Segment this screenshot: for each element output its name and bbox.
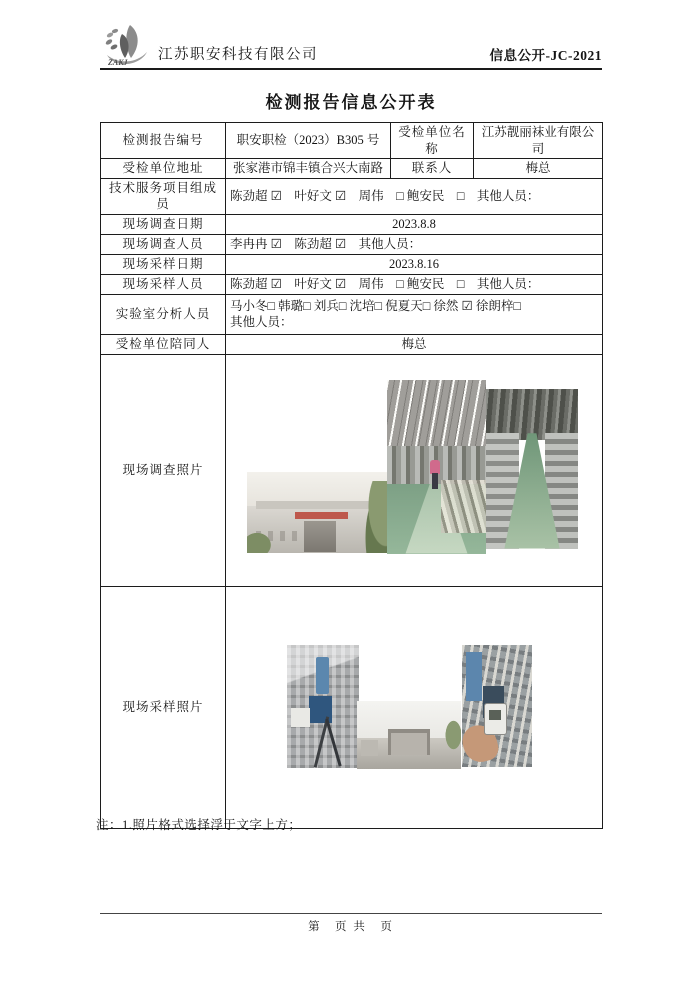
- page-header: [100, 24, 602, 70]
- sample-photos-cell: [226, 586, 603, 828]
- table-row: [101, 234, 603, 254]
- contact-value: 梅总: [474, 159, 603, 179]
- bush: [247, 531, 273, 552]
- factory-entrance-photo: [247, 472, 393, 553]
- factory-gate-photo: [357, 701, 461, 769]
- table-row: [101, 294, 603, 334]
- lab-staff-label: 实验室分析人员: [101, 294, 226, 334]
- worker-legs: [432, 473, 438, 489]
- company-name: 江苏职安科技有限公司: [158, 47, 318, 63]
- worker-pink-shirt: [430, 460, 440, 474]
- table-row: [101, 586, 603, 828]
- survey-photos-label: 现场调查照片: [101, 354, 226, 586]
- footnote: 注：1.照片格式选择浮于文字上方；: [96, 818, 302, 832]
- meter-screen: [489, 710, 502, 720]
- lab-staff-value: [226, 294, 603, 334]
- doc-code: 信息公开-JC-2021: [489, 48, 602, 63]
- report-no-value: 职安职检（2023）B305 号: [226, 123, 391, 159]
- team-value: 陈劲超 ☑ 叶好文 ☑ 周伟 □ 鲍安民 □ 其他人员：: [226, 179, 603, 215]
- sample-date-label: 现场采样日期: [101, 254, 226, 274]
- address-label: 受检单位地址: [101, 159, 226, 179]
- logo-text: ZAKJ: [108, 58, 128, 67]
- table-row: [101, 274, 603, 294]
- workshop-aisle-photo: [486, 389, 578, 549]
- lab-staff-line1: 马小冬□ 韩璐□ 刘兵□ 沈培□ 倪夏天□ 徐然 ☑ 徐朗梓□: [230, 298, 521, 313]
- sample-staff-label: 现场采样人员: [101, 274, 226, 294]
- handheld-meter-photo: [462, 645, 532, 767]
- survey-date-value: 2023.8.8: [226, 214, 603, 234]
- address-value: 张家港市锦丰镇合兴大南路: [226, 159, 391, 179]
- table-row: [101, 123, 603, 159]
- table-row: [101, 179, 603, 215]
- sample-photos-label: 现场采样照片: [101, 586, 226, 828]
- red-sign: [295, 512, 348, 519]
- tree: [444, 718, 461, 752]
- blue-machine: [466, 652, 481, 701]
- survey-date-label: 现场调查日期: [101, 214, 226, 234]
- table-row: [101, 214, 603, 234]
- page-number: 第 页 共 页: [308, 921, 394, 933]
- survey-staff-label: 现场调查人员: [101, 234, 226, 254]
- table-row: [101, 334, 603, 354]
- escort-value: 梅总: [226, 334, 603, 354]
- unit-name-value: 江苏靓丽袜业有限公司: [474, 123, 603, 159]
- entrance-gate: [388, 729, 430, 755]
- table-row: [101, 159, 603, 179]
- header-brand: [100, 23, 318, 67]
- sample-date-value: 2023.8.16: [226, 254, 603, 274]
- sample-staff-value: 陈劲超 ☑ 叶好文 ☑ 周伟 □ 鲍安民 □ 其他人员：: [226, 274, 603, 294]
- page-title: 检测报告信息公开表: [265, 93, 437, 112]
- roofline: [256, 501, 373, 509]
- report-no-label: 检测报告编号: [101, 123, 226, 159]
- company-logo-icon: [100, 23, 156, 67]
- ceiling-machinery: [486, 389, 578, 440]
- side-building: [361, 740, 378, 756]
- workshop-aisle-worker-photo: [387, 380, 486, 554]
- ceiling-lights: [387, 380, 486, 450]
- table-row: [101, 254, 603, 274]
- white-panel: [291, 708, 310, 726]
- gate: [304, 521, 336, 553]
- survey-staff-value: 李冉冉 ☑ 陈劲超 ☑ 其他人员：: [226, 234, 603, 254]
- team-label: 技术服务项目组成员: [101, 179, 226, 215]
- escort-label: 受检单位陪同人: [101, 334, 226, 354]
- blue-machine-column: [316, 657, 329, 694]
- contact-label: 联系人: [391, 159, 474, 179]
- footer-divider: [100, 913, 602, 914]
- table-row: [101, 354, 603, 586]
- unit-name-label: 受检单位名称: [391, 123, 474, 159]
- survey-photos-cell: [226, 354, 603, 586]
- material-clutter: [441, 480, 486, 532]
- sampling-equipment-photo: [287, 645, 359, 768]
- disclosure-table: [100, 122, 603, 829]
- lab-staff-line2: 其他人员：: [230, 315, 293, 329]
